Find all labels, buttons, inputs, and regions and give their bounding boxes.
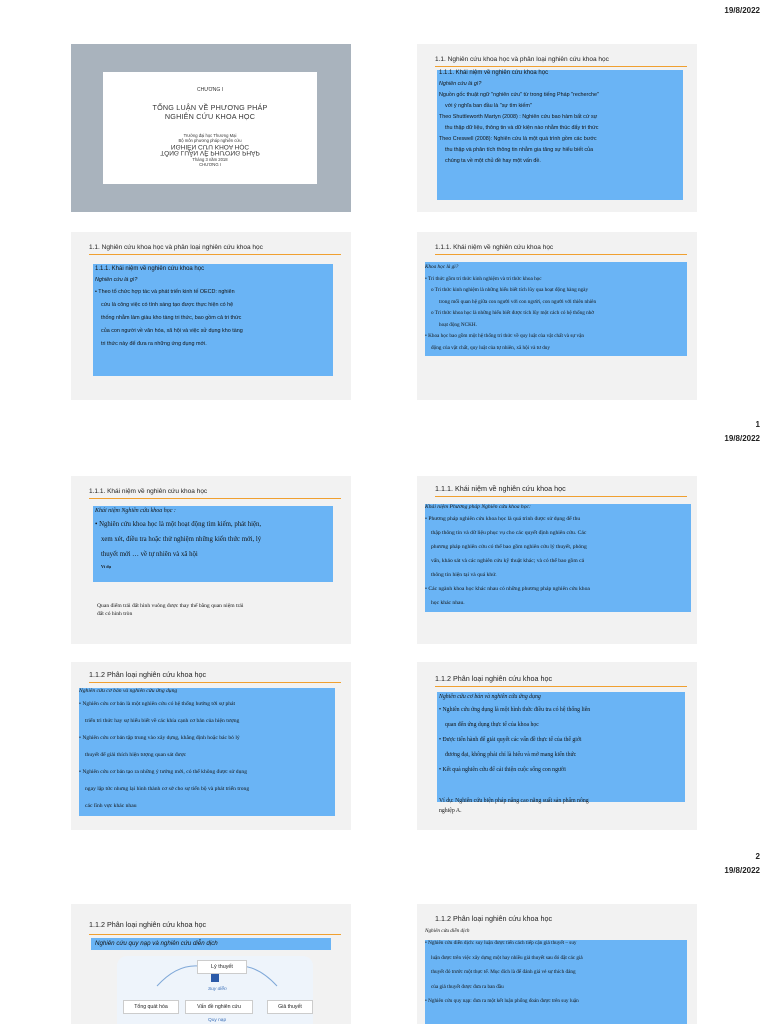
school-name: Trường đại học Thương Mại: [183, 133, 237, 138]
slide-title: 1.1.1. Khái niệm về nghiên cứu khoa học: [435, 484, 566, 493]
title-underline: [89, 682, 341, 683]
question: Nghiên cứu cơ bản và nghiên cứu ứng dụng: [79, 688, 178, 694]
slide-title: 1.1.2 Phân loại nghiên cứu khoa học: [435, 674, 553, 683]
node-theory: Lý thuyết: [197, 960, 247, 974]
slide-title: 1.1. Nghiên cứu khoa học và phân loại nghiên cứu khoa học: [89, 244, 263, 251]
slide-title: 1.1.2 Phân loại nghiên cứu khoa học: [435, 914, 553, 923]
question: Nghiên cứu diễn dịch: [425, 928, 470, 934]
title-underline: [435, 66, 687, 67]
body-line: o Tri thức khoa học là những hiểu biết được tích lũy một cách có hệ thống nhờ: [431, 310, 595, 316]
body-line: • Khoa học bao gồm một hệ thống tri thức về quy luật của vật chất và sự vận: [425, 333, 584, 339]
slide-main-title: TỔNG LUẬN VỀ PHƯƠNG PHÁP: [152, 103, 268, 112]
body-line: Quan điểm trái đất hình vuông được thay thế bằng quan niệm trái: [97, 603, 244, 609]
page-number: 1: [755, 420, 760, 429]
body-line: • Được tiến hành để giải quyết các vấn đề thực tế của thế giới: [439, 737, 582, 743]
body-line: thập thông tin và dữ liệu phục vụ cho các quyết định nghiên cứu. Các: [431, 530, 587, 536]
body-line: đất có hình tròn: [97, 611, 133, 617]
title-underline: [89, 254, 341, 255]
page-number: 2: [755, 852, 760, 861]
page-date: 19/8/2022: [724, 434, 760, 443]
title-underline: [89, 498, 341, 499]
slide-nckh-concept: [71, 476, 351, 644]
slide-inductive-deductive: [71, 904, 351, 1024]
body-line: đương đại, không phải chỉ là hiểu và mở mang kiến thức: [445, 752, 577, 758]
body-line: tri thức này để đưa ra những ứng dụng mới.: [101, 341, 207, 347]
slide-title: 1.1.2 Phân loại nghiên cứu khoa học: [89, 920, 207, 929]
example-label: Ví dụ: [101, 564, 111, 569]
body-line: • Nghiên cứu cơ bản tạo ra những ý tưởng mới, có thể không được sử dụng: [79, 769, 247, 775]
bullet-line: Theo Shuttleworth Martyn (2008) : Nghiên cứu bao hàm bất cứ sự: [439, 114, 598, 120]
bullet-line: chúng ta về một chủ đề hay một vấn đề.: [445, 158, 541, 164]
body-line: o Tri thức kinh nghiệm là những hiểu biết tích lũy qua hoạt động hàng ngày: [431, 287, 589, 293]
slide-basic-research: [71, 662, 351, 830]
slide-body: [439, 68, 689, 167]
title-underline: [89, 934, 341, 935]
body-line: của con người về văn hóa, xã hội và việc sử dụng kho tàng: [101, 328, 243, 334]
slide-body: [425, 926, 693, 1009]
body-line: • Nghiên cứu khoa học là một hoạt động tìm kiếm, phát hiện,: [95, 521, 262, 528]
title-box: [103, 72, 317, 184]
body-line: thuyết để giải thích hiện tượng quan sát được: [85, 752, 187, 758]
body-line: phương pháp nghiên cứu có thể bao gồm nghiên cứu lý thuyết, phỏng: [431, 544, 587, 550]
body-line: • Nghiên cứu diễn dịch: suy luận được tiến cách tiếp cận giả thuyết – suy: [425, 940, 577, 946]
slide-body: [95, 506, 339, 572]
question: Khoa học là gì?: [425, 264, 459, 270]
slide-deductive-research: [417, 904, 697, 1024]
body-line: vấn, khảo sát và các nghiên cứu kỹ thuật khác; và có thể bao gồm cả: [431, 558, 585, 564]
slide-method-concept: [417, 476, 697, 644]
chapter-label: CHƯƠNG I: [196, 87, 224, 93]
body-line: thuyết đó trước một thực tế. Mục đích là để đánh giá vẻ sự thích đáng: [431, 969, 576, 975]
slide-body: [95, 264, 335, 351]
body-line: thống nhằm làm giàu kho tàng tri thức, bao gồm cả tri thức: [101, 315, 242, 321]
body-line: Ví dụ: Nghiên cứu biện pháp nâng cao năng suất sản phẩm nông: [439, 798, 589, 804]
title-underline: [435, 254, 687, 255]
chapter-label: CHƯƠNG I: [199, 162, 221, 167]
body-line: • Nghiên cứu ứng dụng là một hình thức điều tra có hệ thống liên: [439, 707, 591, 713]
title-underline: [435, 496, 687, 497]
slide-body: [439, 692, 689, 778]
node-generalization: Tổng quát hóa: [123, 1000, 179, 1014]
mirror-text: NGHIÊN CỨU KHOA HỌC: [170, 143, 250, 150]
question: Nghiên cứu là gì?: [95, 277, 138, 283]
question: Khái niệm Phương pháp Nghiên cứu khoa học:: [425, 504, 531, 510]
bullet-line: Nguồn gốc thuật ngữ "nghiên cứu" từ trong tiếng Pháp "recherche": [439, 92, 599, 98]
mirror-text: TỔNG LUẬN VỀ PHƯƠNG PHÁP: [160, 149, 260, 156]
body-line: • Các ngành khoa học khác nhau có những phương pháp nghiên cứu khoa: [425, 586, 590, 592]
slide-title: 1.1.1. Khái niệm về nghiên cứu khoa học: [435, 244, 554, 251]
node-hypothesis: Giả thuyết: [267, 1000, 313, 1014]
body-line: nghiệp A.: [439, 808, 462, 814]
label-induction: Quy nạp: [208, 1018, 227, 1023]
question: Nghiên cứu cơ bản và nghiên cứu ứng dụng: [439, 694, 541, 700]
body-line: xem xét, điều tra hoặc thử nghiệm những kiến thức mới, lý: [101, 536, 262, 543]
bullet-line: Theo Creswell (2008): Nghiên cứu là một quá trình gồm các bước: [439, 136, 597, 142]
bullet-line: với ý nghĩa ban đầu là "sự tìm kiếm": [445, 103, 532, 109]
body-line: luận được trên việc xây dựng một hay nhiều giả thuyết sau đó đặt các giả: [431, 954, 583, 961]
slide-example: [97, 602, 341, 618]
subtitle: 1.1.1. Khái niệm về nghiên cứu khoa học: [95, 266, 205, 272]
body-line: trong mối quan hệ giữa con người với con người, con người với thiên nhiên: [439, 298, 597, 305]
question: Khái niệm Nghiên cứu khoa học :: [95, 508, 176, 514]
body-line: • Tri thức gồm tri thức kinh nghiệm và tri thức khoa học: [425, 275, 542, 282]
slide-body: [425, 262, 691, 354]
title-underline: [435, 686, 687, 687]
bullet-line: thu thập dữ liệu, thông tin và dữ kiện nào nhằm thúc đẩy tri thức: [445, 125, 599, 131]
slide-title: 1.1.1. Khái niệm về nghiên cứu khoa học: [89, 488, 208, 495]
slide-science-definition: [417, 232, 697, 400]
slide-applied-research: [417, 662, 697, 830]
body-line: học khác nhau.: [431, 600, 465, 606]
slide-research-definition: [417, 44, 697, 212]
slide-oecd-definition: [71, 232, 351, 400]
body-line: • Theo tổ chức hợp tác và phát triển kinh tế OECD: nghiên: [95, 289, 235, 295]
body-line: triển tri thức hay sự hiểu biết về các khía cạnh cơ bản của hiện tượng: [85, 718, 240, 724]
bullet-line: thu thập và phân tích thông tin nhằm gia tăng sự hiểu biết của: [445, 147, 594, 153]
body-line: các lĩnh vực khác nhau: [85, 803, 137, 809]
node-research-problem: Vấn đề nghiên cứu: [185, 1000, 253, 1014]
body-line: hoạt động NCKH.: [439, 321, 477, 328]
subtitle: 1.1.1. Khái niệm về nghiên cứu khoa học: [439, 70, 549, 76]
body-line: quan đến ứng dụng thực tế của khoa học: [445, 722, 539, 728]
body-line: động của vật chất, quy luật của tự nhiên, xã hội và tư duy: [431, 344, 550, 351]
slide-title: 1.1. Nghiên cứu khoa học và phân loại nghiên cứu khoa học: [435, 56, 609, 63]
arrow-icon: [211, 974, 219, 982]
slide-body: [79, 686, 347, 815]
slide-title: [71, 44, 351, 212]
slide-example: [439, 796, 689, 816]
slide-body: [425, 502, 693, 610]
body-line: ngay lập tức nhưng lại hình thành cơ sở cho sự tiến bộ và phát triển trong: [85, 786, 250, 792]
body-line: • Nghiên cứu quy nạp: đưa ra một kết luận phổng đoán được trên suy luận: [425, 998, 579, 1004]
slide-date: Tháng 3 năm 2018: [192, 157, 228, 162]
slide-title: 1.1.2 Phân loại nghiên cứu khoa học: [89, 670, 207, 679]
body-line: • Nghiên cứu cơ bản tập trung vào xây dựng, khẳng định hoặc bác bỏ lý: [79, 735, 240, 741]
body-line: • Phương pháp nghiên cứu khoa học là quá trình được sử dụng để thu: [425, 516, 581, 522]
body-line: thông tin hiện tại và quá khứ.: [431, 572, 497, 578]
body-line: cứu là công việc có tính sáng tạo được thực hiện có hệ: [101, 302, 234, 308]
label-deduction: Suy diễn: [208, 987, 227, 992]
body-line: • Nghiên cứu cơ bản là một nghiên cứu có hệ thống hướng tới sự phát: [79, 701, 236, 707]
faculty-name: Bộ môn phương pháp nghiên cứu: [178, 138, 242, 143]
page-date: 19/8/2022: [724, 866, 760, 875]
body-line: của giả thuyết được đưa ra ban đầu: [431, 983, 504, 990]
question: Nghiên cứu là gì?: [439, 81, 482, 87]
slide-main-title-2: NGHIÊN CỨU KHOA HỌC: [164, 112, 256, 121]
page-date: 19/8/2022: [724, 6, 760, 15]
body-line: • Kết quả nghiên cứu để cải thiện cuộc sống con người: [439, 767, 566, 773]
question: Nghiên cứu quy nạp và nghiên cứu diễn dịch: [95, 940, 218, 947]
body-line: thuyết mới … về tự nhiên và xã hội: [101, 551, 198, 558]
